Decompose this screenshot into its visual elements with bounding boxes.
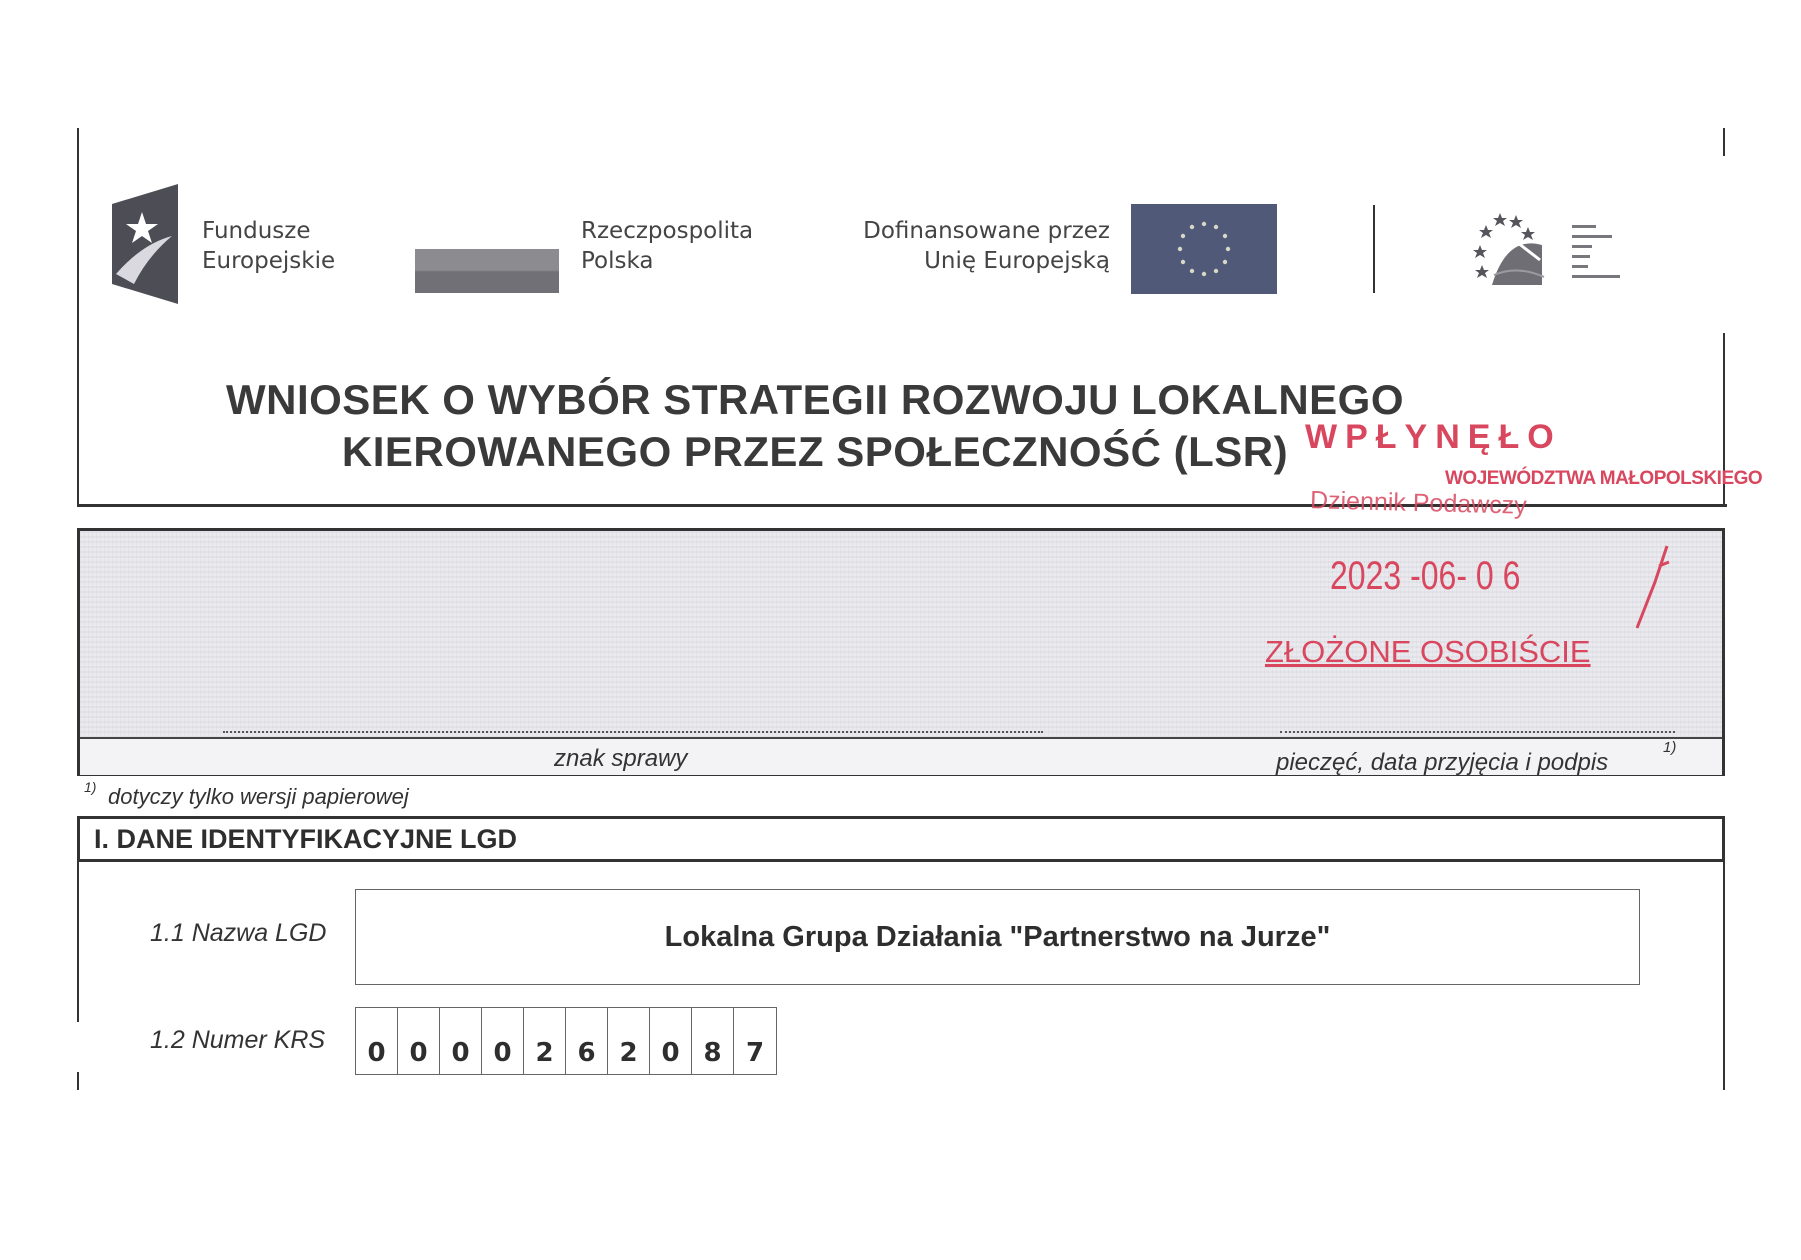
krs-digit: 0 [482,1008,524,1074]
eu-flag [1131,204,1277,294]
stamp-signature [1625,542,1675,632]
case-number-caption: znak sprawy [554,745,688,772]
funds-line1: Fundusze [202,218,311,244]
eu-line2: Unię Europejską [924,248,1110,274]
krs-digit: 8 [692,1008,734,1074]
section-right-border [1723,862,1725,1090]
krs-label: 1.2 Numer KRS [150,1026,326,1054]
seal-line [1280,731,1675,733]
form-title-line2: KIEROWANEGO PRZEZ SPOŁECZNOŚĆ (LSR) [341,428,1289,475]
stamp-received: WPŁYNĘŁO [1305,418,1562,456]
krs-digit: 7 [745,1038,765,1068]
polish-flag [415,249,559,293]
plan-strategiczny-logo [1462,205,1662,297]
stamp-office: WOJEWÓDZTWA MAŁOPOLSKIEGO [1445,468,1763,489]
section-left-border-low [77,1072,79,1090]
stamp-date: 2023 -06- 0 6 [1330,554,1521,598]
krs-digit: 2 [608,1008,650,1074]
krs-digit: 0 [650,1008,692,1074]
funds-text [202,216,335,276]
lgd-name-field: Lokalna Grupa Działania "Partnerstwo na Jurze" [355,889,1640,985]
right-border-top [1723,128,1725,156]
krs-digit: 0 [398,1008,440,1074]
krs-number-field [355,1007,777,1075]
logo-divider [1373,205,1375,293]
poland-line1: Rzeczpospolita [581,218,754,244]
krs-digit: 6 [566,1008,608,1074]
footnote-text: dotyczy tylko wersji papierowej [108,784,409,809]
krs-digit: 0 [356,1008,398,1074]
stamp-journal: Dziennik Podawczy [1309,486,1528,520]
stamp-submitted: ZŁOŻONE OSOBIŚCIE [1265,634,1591,669]
footnote-mark: 1) [84,779,97,795]
section-heading: I. DANE IDENTYFIKACYJNE LGD [77,816,1725,862]
fundusze-europejskie-logo [112,184,180,304]
eu-line1: Dofinansowane przez [863,218,1110,244]
krs-digit: 0 [440,1008,482,1074]
seal-caption: pieczęć, data przyjęcia i podpis [1276,749,1609,776]
poland-line2: Polska [581,248,654,274]
lgd-name-label: 1.1 Nazwa LGD [150,919,327,947]
case-number-line [223,731,1043,733]
form-title-line1: WNIOSEK O WYBÓR STRATEGII ROZWOJU LOKALNEGO [225,376,1405,423]
seal-footnote-mark: 1) [1663,739,1677,756]
funds-line2: Europejskie [202,248,336,274]
section-left-border [77,862,79,1022]
poland-text [581,216,753,276]
krs-digit: 2 [524,1008,566,1074]
eu-text [820,216,1110,276]
